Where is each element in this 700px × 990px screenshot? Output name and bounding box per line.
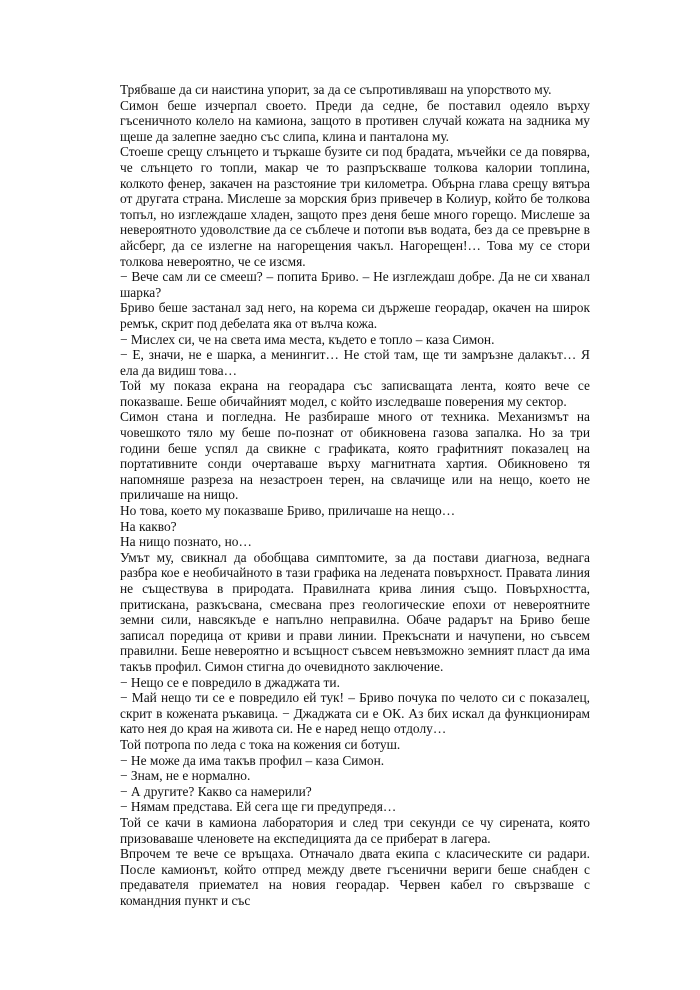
- paragraph: Умът му, свикнал да обобщава симптомите, за да постави диагноза, веднага разбра кое е необичайното в тази графика на ледената повърхност. Правата линия не съществува в природата. Правилната крива линия също. Повърхността, притискана, разкъсвана, смесвана през геологические епохи от невероятните земни сили, навсякъде е напълно неправилна. Обаче радарът на Бриво беше записал поредица от криви и прави линии. Прекъснати и начупени, но съвсем правилни. Беше невероятно и всъщност съвсем невъзможно земният пласт да има такъв профил. Симон стигна до очевидното заключение.: [120, 549, 590, 674]
- paragraph: − Нямам представа. Ей сега ще ги предупредя…: [120, 799, 397, 815]
- paragraph: Стоеше срещу слънцето и търкаше бузите си под брадата, мъчейки се да повярва, че слънцето го топли, макар че то разпръскваше толкова калории топлина, колкото фенер, закачен на разстояние три километра. Обърна глава срещу вятъра от другата страна. Мислеше за морския бриз привечер в Колиур, който бе толкова топъл, но изглеждаше хладен, защото през деня беше много горещо. Мислеше за невероятното удоволствие да се съблече и потопи във водата, без да се превърне в айсберг, да се излегне на нагорещения чакъл. Нагорещен!… Това му се стори толкова невероятно, че се изсмя.: [120, 144, 590, 269]
- paragraph: − Нещо се е повредило в джаджата ти.: [120, 674, 340, 690]
- paragraph: Той потропа по леда с тока на кожения си ботуш.: [120, 736, 401, 752]
- paragraph: − Мислех си, че на света има места, където е топло – каза Симон.: [120, 331, 495, 347]
- body-text: [120, 82, 590, 908]
- paragraph: Той му показа екрана на георадара със записващата лента, която вече се показваше. Беше обичайният модел, с който изследваше поверения му сектор.: [120, 378, 590, 409]
- paragraph: − Не може да има такъв профил – каза Симон.: [120, 752, 385, 768]
- paragraph: Симон стана и погледна. Не разбираше много от техника. Механизмът на човешкото тяло му беше по-познат от обикновена газова запалка. Но за три години беше успял да свикне с графиката, която графитният показалец на портативните сонди очертаваше върху магнитната хартия. Обикновено тя напомняше разреза на незастроен терен, на свлачище или на нещо, което не приличаше на нищо.: [120, 409, 590, 503]
- paragraph: − Знам, не е нормално.: [120, 768, 251, 784]
- paragraph: Трябваше да си наистина упорит, за да се съпротивляваш на упорството му.: [120, 82, 552, 97]
- paragraph: − А другите? Какво са намерили?: [120, 783, 312, 799]
- paragraph: Бриво беше застанал зад него, на корема си държеше георадар, окачен на широк ремък, скрит под дебелата яка от вълча кожа.: [120, 300, 590, 331]
- paragraph: − Вече сам ли се смееш? – попита Бриво. – Не изглеждаш добре. Да не си хванал шарка?: [120, 269, 590, 300]
- paragraph: На какво?: [120, 518, 177, 534]
- paragraph: Симон беше изчерпал своето. Преди да седне, бе поставил одеяло върху гъсеничното колело на камиона, защото в противен случай кожата на задника му щеше да залепне заедно със слипа, клина и панталона му.: [120, 97, 590, 144]
- paragraph: На нищо познато, но…: [120, 534, 252, 550]
- paragraph: Но това, което му показваше Бриво, приличаше на нещо…: [120, 503, 456, 519]
- paragraph: − Май нещо ти се е повредило ей тук! – Бриво почука по челото си с показалец, скрит в кожената ръкавица. − Джаджата си е ОК. Аз бих искал да функционирам като нея до края на живота си. Не е наред нещо отдолу…: [120, 690, 590, 737]
- paragraph: Впрочем те вече се връщаха. Отначало двата екипа с класическите си радари. После камионът, който отпред между двете гъсенични вериги беше снабден с предавателя приемател на новия георадар. Червен кабел го свързваше с командния пункт и със: [120, 846, 590, 908]
- paragraph: Той се качи в камиона лаборатория и след три секунди се чу сирената, която призоваваше членовете на експедицията да се приберат в лагера.: [120, 814, 590, 846]
- paragraph: − Е, значи, не е шарка, а менингит… Не стой там, ще ти замръзне далакът… Я ела да видиш това…: [120, 347, 590, 378]
